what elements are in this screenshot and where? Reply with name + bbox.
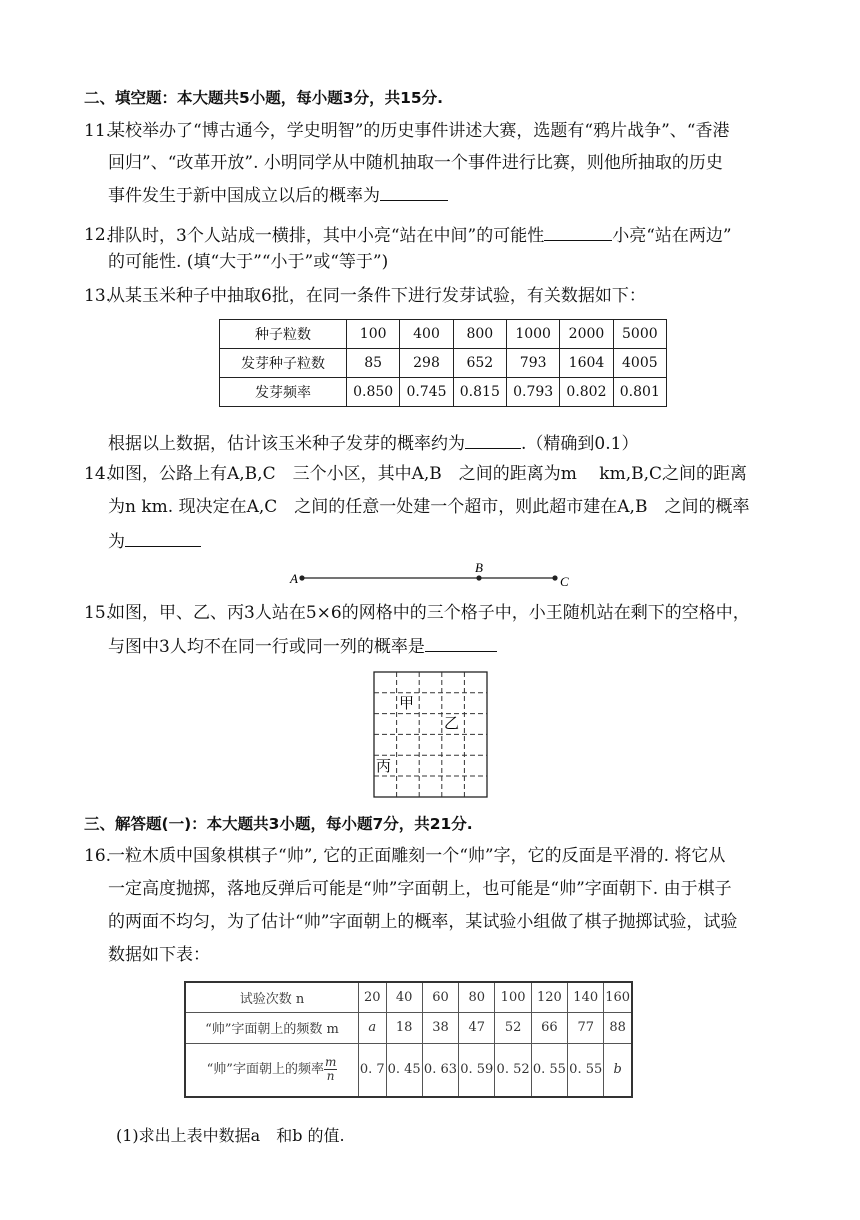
table-row — [220, 349, 667, 378]
table-cell: 38 — [422, 1012, 458, 1043]
table-cell: 发芽频率 — [220, 378, 347, 407]
table-row — [185, 1012, 632, 1043]
table-cell: 800 — [453, 320, 506, 349]
table-cell: 85 — [347, 349, 400, 378]
table-cell: 20 — [359, 982, 387, 1012]
label-c: C — [560, 574, 569, 589]
question-16-number: 16. — [84, 846, 112, 866]
table-row — [185, 1043, 632, 1097]
grid-figure — [370, 668, 490, 800]
question-12-number: 12. — [84, 225, 112, 245]
table-cell: 0. 55 — [531, 1043, 567, 1097]
question-14-number: 14. — [84, 464, 112, 484]
point-b — [476, 575, 481, 580]
point-a — [299, 575, 304, 580]
table-row — [220, 320, 667, 349]
table-cell: 47 — [459, 1012, 495, 1043]
question-16-line-2: 一定高度抛掷，落地反弹后可能是“帅”字面朝上，也可能是“帅”字面朝下. 由于棋子 — [108, 879, 732, 899]
question-14-line-1: 如图，公路上有A,B,C 三个小区，其中A,B 之间的距离为m km,B,C之间的距离 — [108, 464, 748, 484]
question-15-text: 与图中3人均不在同一行或同一列的概率是 — [108, 637, 425, 657]
grid-label-jia: 甲 — [399, 694, 415, 712]
table-cell: 77 — [568, 1012, 604, 1043]
question-15-line-2 — [108, 635, 497, 658]
question-14-line-3 — [108, 530, 201, 553]
fraction-numerator: m — [324, 1055, 337, 1070]
answer-blank-14[interactable] — [125, 530, 201, 547]
question-13-number: 13. — [84, 286, 112, 306]
question-11-line-1: 某校举办了“博古通今，学史明智”的历史事件讲述大赛，选题有“鸦片战争”、“香港 — [108, 121, 730, 141]
table-cell: 4005 — [613, 349, 666, 378]
question-14-line-2: 为n km. 现决定在A,C 之间的任意一处建一个超市，则此超市建在A,B 之间的概率 — [108, 497, 750, 517]
table-cell: 100 — [347, 320, 400, 349]
table-cell: 0.850 — [347, 378, 400, 407]
table-cell: 0.793 — [506, 378, 559, 407]
table-cell: 0.802 — [560, 378, 613, 407]
question-15-line-1: 如图，甲、乙、丙3人站在5×6的网格中的三个格子中，小王随机站在剩下的空格中， — [108, 603, 750, 623]
question-12-text-a: 排队时，3个人站成一横排，其中小亮“站在中间”的可能性 — [108, 226, 545, 246]
grid-label-bing: 丙 — [376, 757, 392, 775]
question-14-text: 为 — [108, 532, 125, 552]
table-cell: 1604 — [560, 349, 613, 378]
label-b: B — [475, 560, 483, 575]
question-12-line-2: 的可能性. (填“大于”“小于”或“等于”) — [108, 252, 389, 272]
table-row — [185, 982, 632, 1012]
table-cell: 160 — [604, 982, 632, 1012]
question-15-number: 15. — [84, 603, 112, 623]
table-cell: 5000 — [613, 320, 666, 349]
table-cell: 80 — [459, 982, 495, 1012]
question-11-number: 11. — [84, 121, 112, 141]
question-11-text: 事件发生于新中国成立以后的概率为 — [108, 186, 380, 206]
table-header-cell — [185, 1043, 359, 1097]
answer-blank-12[interactable] — [544, 224, 612, 241]
table-cell: 0. 52 — [495, 1043, 531, 1097]
chess-throw-table — [184, 981, 633, 1098]
table-cell: 0. 55 — [568, 1043, 604, 1097]
table-cell: 793 — [506, 349, 559, 378]
table-cell: 1000 — [506, 320, 559, 349]
table-row — [220, 378, 667, 407]
table-cell: 0.745 — [400, 378, 453, 407]
question-11-line-2: 回归”、“改革开放”. 小明同学从中随机抽取一个事件进行比赛，则他所抽取的历史 — [108, 153, 723, 173]
question-12-text-b: 小亮“站在两边” — [612, 226, 732, 246]
table-cell: 120 — [531, 982, 567, 1012]
question-13-after-text-b: .（精确到0.1） — [521, 434, 639, 454]
table-cell: a — [359, 1012, 387, 1043]
point-c — [552, 575, 557, 580]
question-13-after-line — [108, 432, 638, 455]
table-cell: 298 — [400, 349, 453, 378]
fraction-denominator: n — [326, 1069, 335, 1084]
table-cell: 发芽种子粒数 — [220, 349, 347, 378]
question-16-line-3: 的两面不均匀，为了估计“帅”字面朝上的概率，某试验小组做了棋子抛掷试验，试验 — [108, 912, 738, 932]
label-a: A — [290, 571, 298, 586]
table-cell: 652 — [453, 349, 506, 378]
frequency-label: “帅”字面朝上的频率 — [206, 1062, 324, 1078]
answer-blank-13[interactable] — [465, 432, 521, 449]
table-cell: 88 — [604, 1012, 632, 1043]
table-cell: 66 — [531, 1012, 567, 1043]
question-16-sub-1: (1)求出上表中数据a 和b 的值. — [116, 1126, 345, 1145]
question-16-line-1: 一粒木质中国象棋棋子“帅”, 它的正面雕刻一个“帅”字，它的反面是平滑的. 将它从 — [108, 846, 726, 866]
table-cell: 100 — [495, 982, 531, 1012]
table-cell: 0. 7 — [359, 1043, 387, 1097]
question-12-line-1 — [108, 224, 732, 247]
table-cell: 种子粒数 — [220, 320, 347, 349]
fraction-m-over-n — [324, 1056, 337, 1083]
answer-blank-11[interactable] — [380, 184, 448, 201]
table-cell: 140 — [568, 982, 604, 1012]
table-cell: 0.801 — [613, 378, 666, 407]
table-cell: 0. 45 — [386, 1043, 422, 1097]
table-cell: 18 — [386, 1012, 422, 1043]
question-11-line-3 — [108, 184, 448, 207]
table-cell: 40 — [386, 982, 422, 1012]
table-cell: 400 — [400, 320, 453, 349]
grid-label-yi: 乙 — [444, 714, 460, 732]
table-cell: 60 — [422, 982, 458, 1012]
table-cell: 0. 63 — [422, 1043, 458, 1097]
table-cell: 2000 — [560, 320, 613, 349]
question-13-after-text-a: 根据以上数据，估计该玉米种子发芽的概率约为 — [108, 434, 465, 454]
question-16-line-4: 数据如下表： — [108, 945, 210, 965]
section-heading-fill-in: 二、填空题：本大题共5小题，每小题3分，共15分. — [84, 89, 444, 107]
table-cell: 52 — [495, 1012, 531, 1043]
answer-blank-15[interactable] — [425, 635, 497, 652]
section-heading-solutions: 三、解答题(一)：本大题共3小题，每小题7分，共21分. — [84, 815, 473, 833]
road-figure — [280, 560, 580, 590]
table-header-cell: 试验次数 n — [185, 982, 359, 1012]
table-header-cell: “帅”字面朝上的频数 m — [185, 1012, 359, 1043]
germination-table — [219, 319, 667, 407]
table-cell: 0.815 — [453, 378, 506, 407]
table-cell: 0. 59 — [459, 1043, 495, 1097]
question-13-line-1: 从某玉米种子中抽取6批，在同一条件下进行发芽试验，有关数据如下： — [108, 286, 646, 306]
table-cell: b — [604, 1043, 632, 1097]
